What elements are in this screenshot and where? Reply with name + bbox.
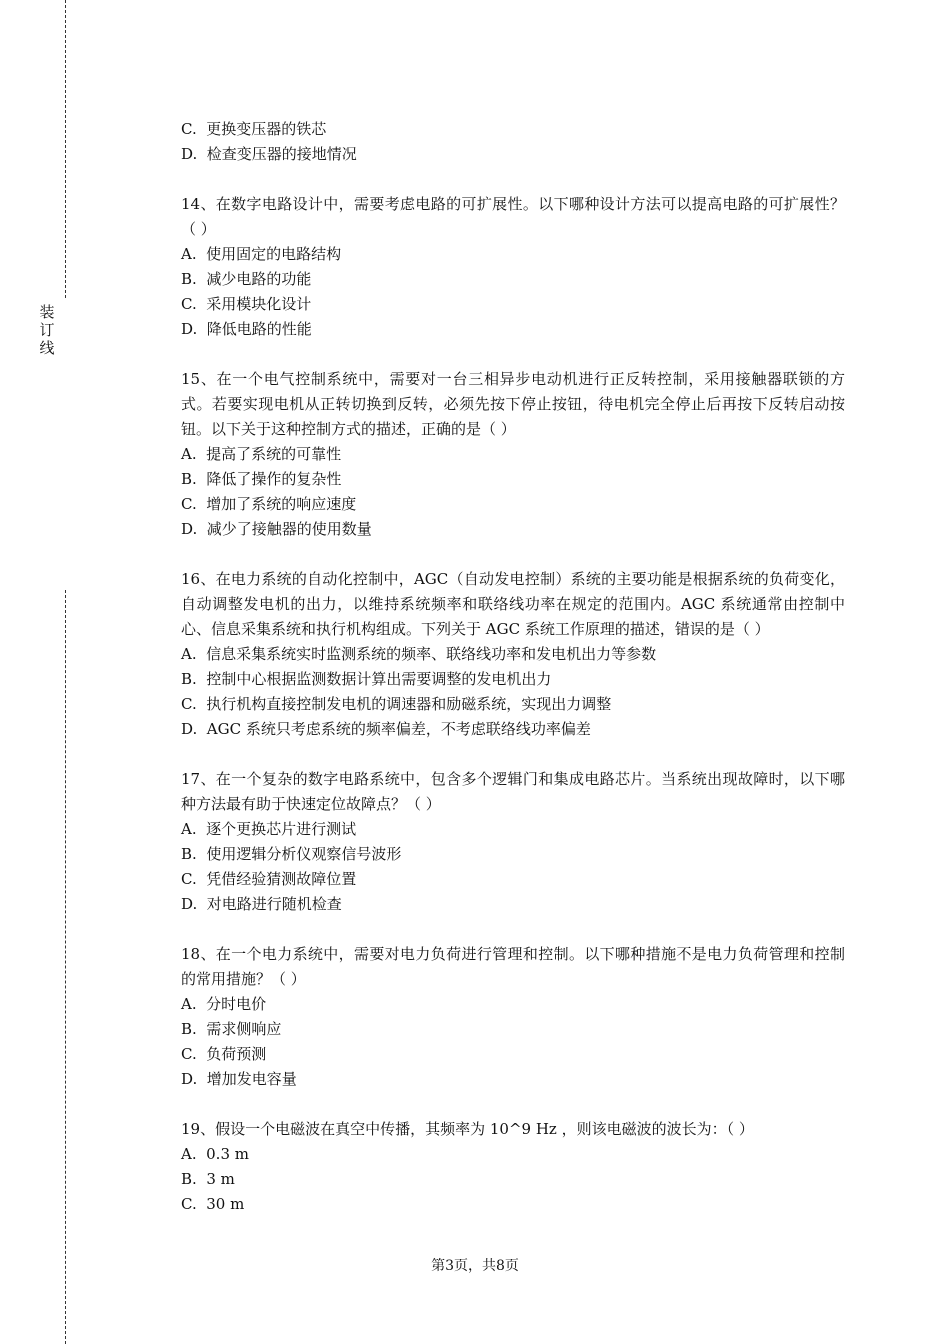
option[interactable]: A. 逐个更换芯片进行测试 — [181, 820, 357, 838]
question-text: 17、在一个复杂的数字电路系统中，包含多个逻辑门和集成电路芯片。当系统出现故障时，以下哪种方法最有助于快速定位故障点？（ ） — [181, 770, 845, 813]
option[interactable]: D. 检查变压器的接地情况 — [181, 145, 357, 163]
option[interactable]: A. 提高了系统的可靠性 — [181, 445, 342, 463]
option[interactable]: B. 3 m — [181, 1170, 235, 1188]
option[interactable]: D. 降低电路的性能 — [181, 320, 312, 338]
option[interactable]: A. 信息采集系统实时监测系统的频率、联络线功率和发电机出力等参数 — [181, 645, 657, 663]
option[interactable]: A. 使用固定的电路结构 — [181, 245, 342, 263]
option[interactable]: B. 需求侧响应 — [181, 1020, 282, 1038]
option[interactable]: C. 采用模块化设计 — [181, 295, 312, 313]
option[interactable]: C. 30 m — [181, 1195, 245, 1213]
binding-line-top — [65, 0, 66, 298]
option[interactable]: C. 执行机构直接控制发电机的调速器和励磁系统，实现出力调整 — [181, 695, 612, 713]
carryover-options — [181, 117, 845, 167]
question-15 — [181, 367, 845, 542]
option[interactable]: A. 0.3 m — [181, 1145, 249, 1163]
option[interactable]: B. 使用逻辑分析仪观察信号波形 — [181, 845, 402, 863]
option[interactable]: C. 负荷预测 — [181, 1045, 267, 1063]
option[interactable]: D. 增加发电容量 — [181, 1070, 297, 1088]
question-text: 18、在一个电力系统中，需要对电力负荷进行管理和控制。以下哪种措施不是电力负荷管理和控制的常用措施？（ ） — [181, 945, 845, 988]
option[interactable]: A. 分时电价 — [181, 995, 267, 1013]
binding-label — [38, 303, 56, 357]
binding-line-bottom — [65, 590, 66, 1344]
option[interactable]: B. 降低了操作的复杂性 — [181, 470, 342, 488]
question-18 — [181, 942, 845, 1092]
binding-char: 订 — [39, 321, 55, 339]
question-17 — [181, 767, 845, 917]
option[interactable]: D. 对电路进行随机检查 — [181, 895, 342, 913]
question-text: 15、在一个电气控制系统中，需要对一台三相异步电动机进行正反转控制，采用接触器联锁的方式。若要实现电机从正转切换到反转，必须先按下停止按钮，待电机完全停止后再按下反转启动按钮。以下关于这种控制方式的描述，正确的是（ ） — [181, 370, 845, 438]
option[interactable]: C. 凭借经验猜测故障位置 — [181, 870, 357, 888]
binding-char: 装 — [39, 303, 55, 321]
question-19 — [181, 1117, 845, 1217]
page-number: 第3页，共8页 — [431, 1258, 519, 1274]
option[interactable]: D. 减少了接触器的使用数量 — [181, 520, 372, 538]
question-content — [181, 117, 845, 1242]
option[interactable]: C. 更换变压器的铁芯 — [181, 120, 327, 138]
question-14 — [181, 192, 845, 342]
question-16 — [181, 567, 845, 742]
question-text: 14、在数字电路设计中，需要考虑电路的可扩展性。以下哪种设计方法可以提高电路的可扩展性？（ ） — [181, 195, 845, 238]
binding-char: 线 — [39, 339, 55, 357]
question-text: 19、假设一个电磁波在真空中传播，其频率为 10^9 Hz ，则该电磁波的波长为：（ ） — [181, 1120, 754, 1138]
option[interactable]: D. AGC 系统只考虑系统的频率偏差，不考虑联络线功率偏差 — [181, 720, 591, 738]
option[interactable]: B. 控制中心根据监测数据计算出需要调整的发电机出力 — [181, 670, 552, 688]
option[interactable]: B. 减少电路的功能 — [181, 270, 312, 288]
question-text: 16、在电力系统的自动化控制中，AGC（自动发电控制）系统的主要功能是根据系统的负荷变化，自动调整发电机的出力，以维持系统频率和联络线功率在规定的范围内。AGC 系统通常由控制中心、信息采集系统和执行机构组成。下列关于 AGC 系统工作原理的描述，错误的是（ ） — [181, 570, 845, 638]
option[interactable]: C. 增加了系统的响应速度 — [181, 495, 357, 513]
